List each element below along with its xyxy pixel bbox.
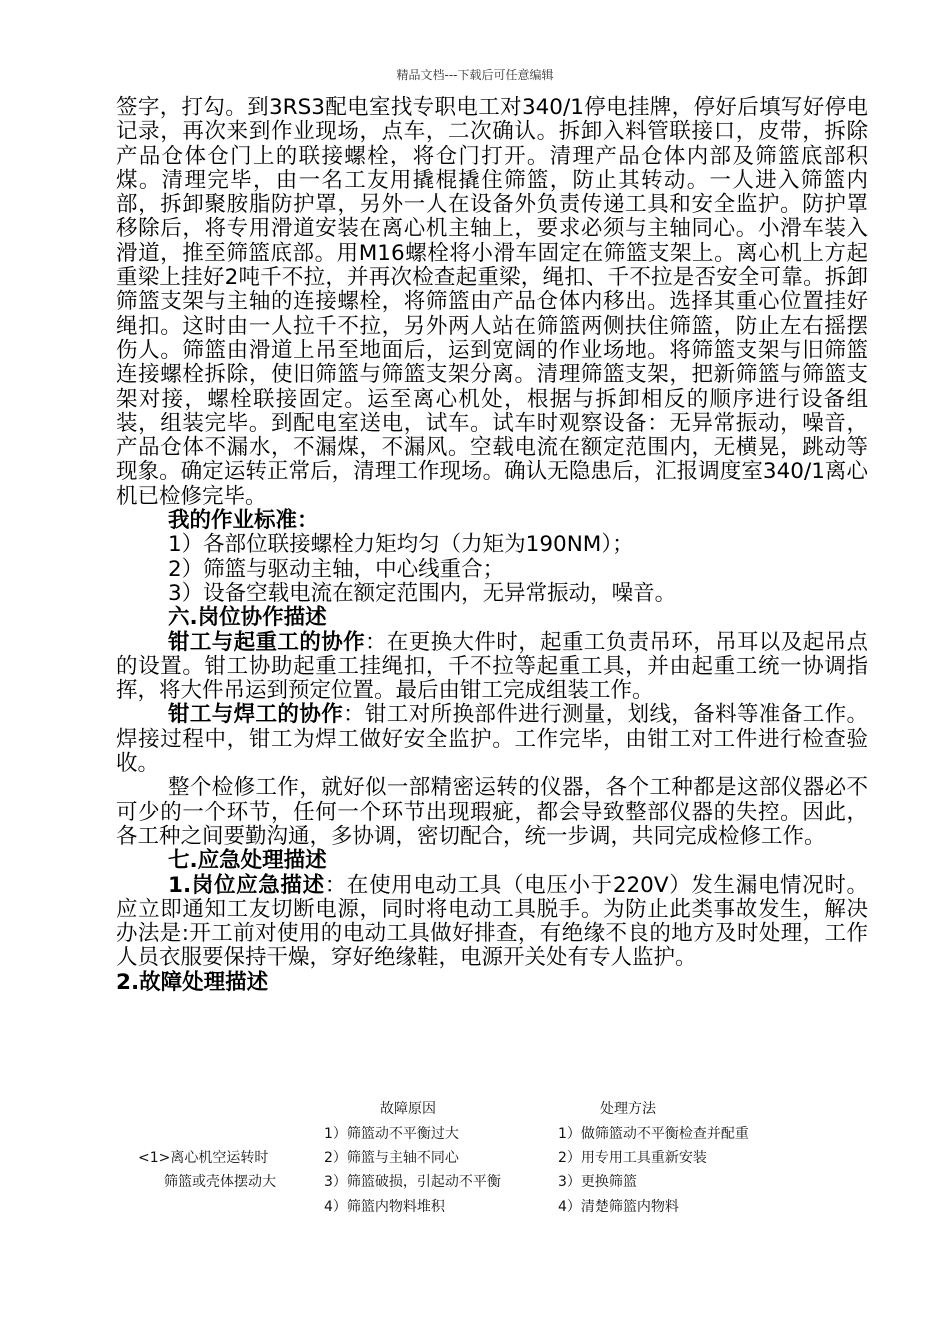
- emergency-paragraph: [116, 874, 868, 971]
- page-header: 精品文档---下载后可任意编辑: [396, 68, 554, 82]
- standard-item-1: 1）各部位联接螺栓力矩均匀（力矩为190NM）；: [168, 532, 634, 558]
- method-item-1: 1）做筛篮动不平衡检查并配重: [558, 1126, 749, 1142]
- document-body: [116, 96, 868, 995]
- method-item-2: 2）用专用工具重新安装: [558, 1150, 707, 1166]
- cause-item-4: 4）筛篮内物料堆积: [324, 1199, 445, 1215]
- fitter-welder-cooperation-paragraph: [116, 703, 868, 776]
- maintenance-procedure-paragraph: 签字，打勾。到3RS3配电室找专职电工对340/1停电挂牌，停好后填写好停电记录，再次来到作业现场，点车，二次确认。拆卸入料管联接口，皮带，拆除产品仓体仓门上的联接螺栓，将仓门打开。清理产品仓体内部及筛篮底部积煤。清理完毕，由一名工友用撬棍撬住筛篮，防止其转动。一人进入筛篮内部，拆卸聚胺脂防护罩，另外一人在设备外负责传递工具和安全监护。防护罩移除后，将专用滑道安装在离心机主轴上，要求必须与主轴同心。小滑车装入滑道，推至筛篮底部。用M16螺栓将小滑车固定在筛篮支架上。离心机上方起重梁上挂好2吨千不拉，并再次检查起重梁，绳扣、千不拉是否安全可靠。拆卸筛篮支架与主轴的连接螺栓，将筛篮由产品仓体内移出。选择其重心位置挂好绳扣。这时由一人拉千不拉，另外两人站在筛篮两侧扶住筛篮，防止左右摇摆伤人。筛篮由滑道上吊至地面后，运到宽阔的作业场地。将筛篮支架与旧筛篮连接螺栓拆除，使旧筛篮与筛篮支架分离。清理筛篮支架，把新筛篮与筛篮支架对接，螺栓联接固定。运至离心机处，根据与拆卸相反的顺序进行设备组装，组装完毕。到配电室送电，试车。试车时观察设备：无异常振动，噪音，产品仓体不漏水，不漏煤，不漏风。空载电流在额定范围内，无横晃，跳动等现象。确定运转正常后，清理工作现场。确认无隐患后，汇报调度室340/1离心机已检修完毕。: [116, 95, 868, 509]
- method-item-4: 4）清楚筛篮内物料: [558, 1199, 679, 1215]
- method-item-3: 3）更换筛篮: [558, 1174, 637, 1190]
- emergency-title: 1.岗位应急描述: [168, 872, 325, 898]
- method-column-header: 处理方法: [600, 1101, 656, 1117]
- fitter-rigger-cooperation-paragraph: [116, 631, 868, 704]
- standard-item-2: 2）筛篮与驱动主轴，中心线重合；: [168, 556, 505, 582]
- fault-name-line-1: <1>离心机空运转时: [138, 1150, 269, 1166]
- fault-name-line-2: 筛篮或壳体摆动大: [164, 1174, 276, 1190]
- section-7-heading: 七.应急处理描述: [168, 848, 327, 874]
- cause-item-1: 1）筛篮动不平衡过大: [324, 1126, 459, 1142]
- fault-handling-heading: 2.故障处理描述: [116, 969, 269, 995]
- standard-item-3: 3）设备空载电流在额定范围内，无异常振动，噪音。: [168, 580, 677, 606]
- fitter-rigger-cooperation-text: ：在更换大件时，起重工负责吊环，吊耳以及起吊点的设置。钳工协助起重工挂绳扣，千不拉等起重工具，并由起重工统一协调指挥，将大件吊运到预定位置。最后由钳工完成组装工作。: [116, 629, 868, 704]
- summary-paragraph: 整个检修工作，就好似一部精密运转的仪器，各个工种都是这部仪器必不可少的一个环节，任何一个环节出现瑕疵，都会导致整部仪器的失控。因此，各工种之间要勤沟通，多协调，密切配合，统一步调，共同完成检修工作。: [116, 775, 868, 849]
- section-6-heading: 六.岗位协作描述: [168, 605, 327, 631]
- cause-column-header: 故障原因: [380, 1101, 436, 1117]
- fitter-rigger-cooperation-title: 钳工与起重工的协作: [168, 629, 365, 655]
- fitter-welder-cooperation-title: 钳工与焊工的协作: [168, 702, 344, 728]
- emergency-text: ：在使用电动工具（电压小于220V）发生漏电情况时。应立即通知工友切断电源，同时将电动工具脱手。为防止此类事故发生，解决办法是:开工前对使用的电动工具做好排查，有绝缘不良的地方及时处理，工作人员衣服要保持干燥，穿好绝缘鞋，电源开关处有专人监护。: [116, 872, 868, 971]
- cause-item-2: 2）筛篮与主轴不同心: [324, 1150, 459, 1166]
- fitter-welder-cooperation-text: ：钳工对所换部件进行测量，划线，备料等准备工作。焊接过程中，钳工为焊工做好安全监护。工作完毕，由钳工对工件进行检查验收。: [116, 702, 868, 777]
- cause-item-3: 3）筛篮破损，引起动不平衡: [324, 1174, 501, 1190]
- work-standard-heading: 我的作业标准：: [168, 508, 319, 534]
